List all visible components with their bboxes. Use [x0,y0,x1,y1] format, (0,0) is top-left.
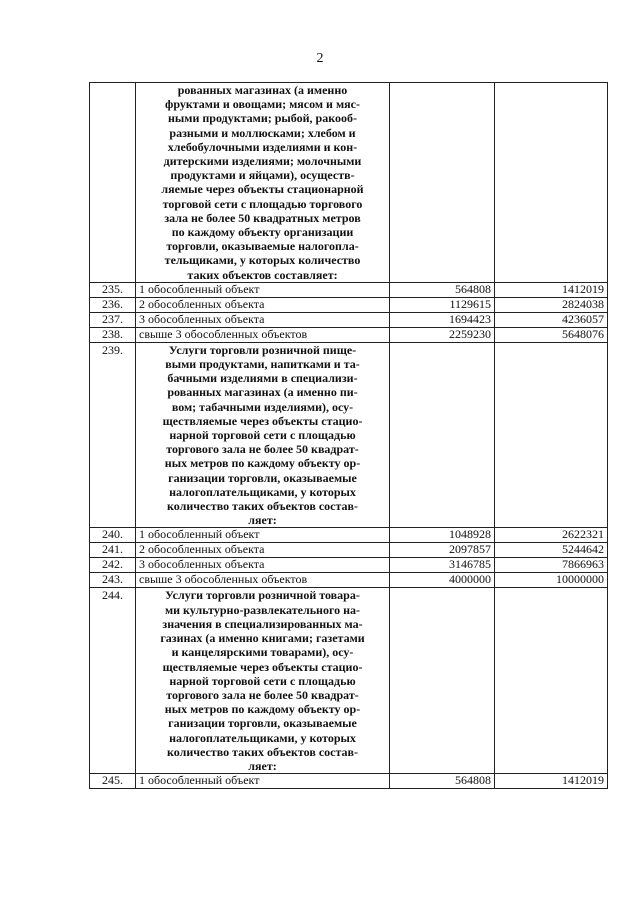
row-number-cell: 235. [90,282,136,297]
description-cell: 2 обособленных объекта [136,543,390,558]
value-2-cell: 1412019 [495,282,608,297]
value-2-cell [495,588,608,774]
description-cell: рованных магазинах (а именно фруктами и овощами; мясом и мяс- ными продуктами; рыбой, ракооб- разными и моллюсками; хлебом и хлебобулочными изделиями и кон- дитерскими изделиями; молочными продуктами и яйцами), осуществ- ляемые через объекты стационарной торговой сети с площадью торгового зала не более 50 квадратных метров по каждому объекту организации торговли, оказываемые налогопла- тельщиками, у которых количество таких объектов составляет: [136,83,390,283]
table-row [90,83,608,283]
row-number-cell: 239. [90,342,136,528]
value-2-cell: 7866963 [495,558,608,573]
value-1-cell: 2097857 [390,543,495,558]
table-row [90,543,608,558]
description-cell: Услуги торговли розничной пище- выми продуктами, напитками и та- бачными изделиями в специализи- рованных магазинах (а именно пи- вом; табачными изделиями), осу- ществляемые через объекты стацио- нарной торговой сети с площадью торгового зала не более 50 квадрат- ных метров по каждому объекту ор- ганизации торговли, оказываемые налогоплательщиками, у которых количество таких объектов состав- ляет: [136,342,390,528]
row-number-cell: 245. [90,774,136,789]
description-cell: свыше 3 обособленных объектов [136,573,390,588]
description-cell: 1 обособленный объект [136,282,390,297]
value-1-cell [390,342,495,528]
value-2-cell: 1412019 [495,774,608,789]
value-2-cell: 5244642 [495,543,608,558]
table-row [90,342,608,528]
table-row [90,312,608,327]
tariff-table [89,82,608,789]
row-number-cell: 244. [90,588,136,774]
row-number-cell: 242. [90,558,136,573]
value-1-cell: 564808 [390,282,495,297]
value-2-cell: 5648076 [495,327,608,342]
value-1-cell [390,588,495,774]
description-cell: 3 обособленных объекта [136,312,390,327]
description-cell: 2 обособленных объекта [136,297,390,312]
table-row [90,774,608,789]
description-cell: 3 обособленных объекта [136,558,390,573]
value-1-cell: 1694423 [390,312,495,327]
description-cell: свыше 3 обособленных объектов [136,327,390,342]
row-number-cell: 241. [90,543,136,558]
table-row [90,573,608,588]
value-2-cell: 2622321 [495,528,608,543]
table-row [90,282,608,297]
value-2-cell [495,342,608,528]
row-number-cell: 237. [90,312,136,327]
page-number: 2 [316,51,324,66]
row-number-cell: 243. [90,573,136,588]
value-1-cell: 1129615 [390,297,495,312]
table-row [90,558,608,573]
table-body [90,83,608,789]
value-2-cell: 10000000 [495,573,608,588]
description-cell: 1 обособленный объект [136,774,390,789]
row-number-cell: 240. [90,528,136,543]
row-number-cell: 238. [90,327,136,342]
description-cell: Услуги торговли розничной товара- ми культурно-развлекательного на- значения в специализированных ма- газинах (а именно книгами; газетами и канцелярскими товарами), осу- ществляемые через объекты стацио- нарной торговой сети с площадью торгового зала не более 50 квадрат- ных метров по каждому объекту ор- ганизации торговли, оказываемые налогоплательщиками, у которых количество таких объектов состав- ляет: [136,588,390,774]
value-2-cell: 4236057 [495,312,608,327]
value-1-cell: 1048928 [390,528,495,543]
value-1-cell [390,83,495,283]
description-cell: 1 обособленный объект [136,528,390,543]
value-2-cell [495,83,608,283]
value-1-cell: 2259230 [390,327,495,342]
value-1-cell: 3146785 [390,558,495,573]
row-number-cell [90,83,136,283]
table-row [90,297,608,312]
table-row [90,327,608,342]
value-1-cell: 564808 [390,774,495,789]
value-1-cell: 4000000 [390,573,495,588]
table-row [90,588,608,774]
value-2-cell: 2824038 [495,297,608,312]
table-row [90,528,608,543]
row-number-cell: 236. [90,297,136,312]
